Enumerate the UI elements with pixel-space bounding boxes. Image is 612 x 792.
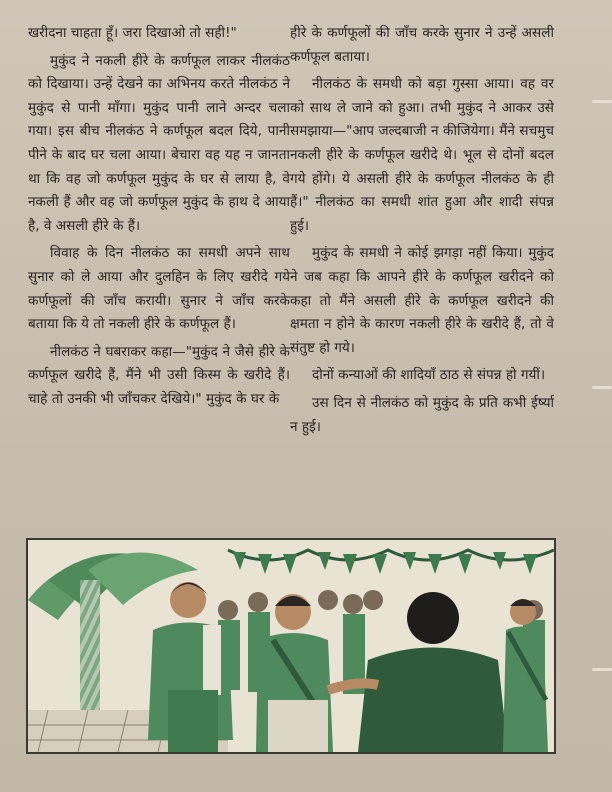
paragraph: उस दिन से नीलकंठ को मुकुंद के प्रति कभी ईर्ष्या न हुई। xyxy=(290,394,554,435)
page-edge-mark xyxy=(592,100,612,103)
page-edge-mark xyxy=(592,386,612,389)
paragraph: विवाह के दिन नीलकंठ का समधी अपने साथ सुनार को ले आया और दुलहिन के लिए खरीदे गये कर्णफूलों की जाँच करायी। सुनार ने जाँच करके बताया कि ये तो नकली हीरे के कर्णफूल हैं। xyxy=(28,245,290,333)
paragraph: नीलकंठ के समधी को बड़ा गुस्सा आया। वह वर को साथ ले जाने को हुआ। तभी मुकुंद ने आकर उसे समझाया—"आप जल्दबाजी न कीजियेगा। मैंने सचमुच नकली हीरे के कर्णफूल खरीदे थे। भूल से दोनों बदल गये होंगे। ये असली हीरे के कर्णफूल नीलकंठ के ही हैं।" नीलकंठ का समधी शांत हुआ और शादी संपन्न हुई। xyxy=(290,76,554,234)
left-text-column xyxy=(28,22,290,416)
paragraph: खरीदना चाहता हूँ। जरा दिखाओ तो सही!" xyxy=(28,25,237,41)
paragraph: मुकुंद ने नकली हीरे के कर्णफूल लाकर नीलकंठ को दिखाया। उन्हें देखने का अभिनय करते नीलकंठ ने मुकुंद से पानी माँगा। मुकुंद पानी लाने अन्दर चला गया। इस बीच नीलकंठ ने कर्णफूल बदल दिये, पानी पीने के बाद घर चला आया। बेचारा वह यह न जानता था कि वह जो कर्णफूल मुकुंद के घर से लाया है, वे नकली हैं और वह जो कर्णफूल मुकुंद के हाथ दे आया है, वे असली हीरे के हैं। xyxy=(28,52,290,234)
paragraph: हीरे के कर्णफूलों की जाँच करके सुनार ने उन्हें असली कर्णफूल बताया। xyxy=(290,25,554,65)
paragraph: मुकुंद के समधी ने कोई झगड़ा नहीं किया। मुकुंद ने जब कहा कि आपने हीरे के कर्णफूल खरीदने को कहा तो मैंने असली हीरे के कर्णफूल खरीदने की क्षमता न होने के कारण नकली हीरे के खरीदे हैं, तो वे संतुष्ट हो गये। xyxy=(290,245,554,356)
paragraph: नीलकंठ ने घबराकर कहा—"मुकुंद ने जैसे हीरे के कर्णफूल खरीदे हैं, मैंने भी उसी किस्म के खरीदे हैं। चाहे तो उनकी भी जाँचकर देखिये।" मुकुंद के घर के xyxy=(28,343,290,407)
wedding-scene-illustration xyxy=(26,538,556,754)
right-text-column xyxy=(290,22,554,443)
page-edge-mark xyxy=(592,668,612,671)
paragraph: दोनों कन्याओं की शादियाँ ठाठ से संपन्न हो गयीं। xyxy=(312,367,546,384)
illustration-svg xyxy=(28,540,554,752)
